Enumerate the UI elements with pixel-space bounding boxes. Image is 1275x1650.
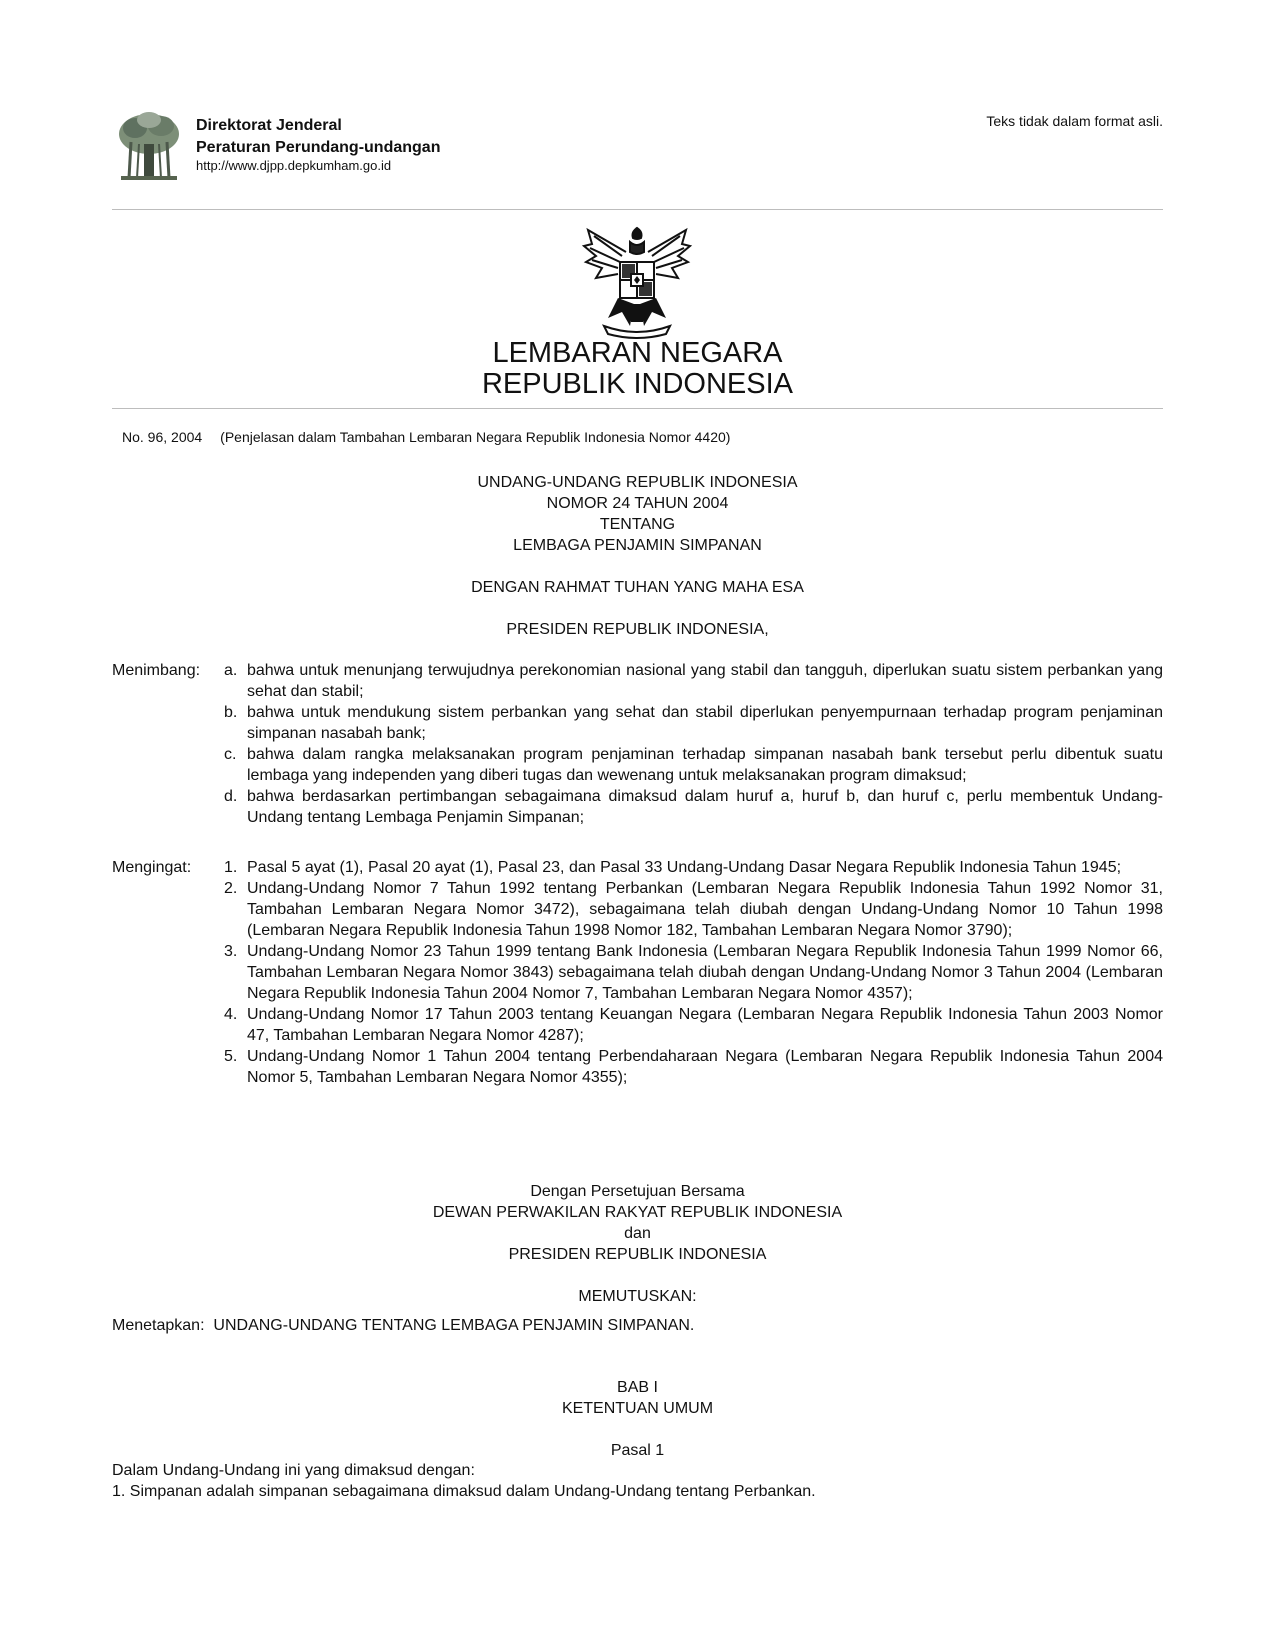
article-number: Pasal 1 (610, 1442, 665, 1459)
mengingat-item-text: Pasal 5 ayat (1), Pasal 20 ayat (1), Pasal 23, dan Pasal 33 Undang-Undang Dasar Negara Republik Indonesia Tahun 1945; (247, 859, 1122, 876)
mengingat-label: Mengingat: (112, 859, 192, 876)
mengingat-item-text: Undang-Undang Nomor 17 Tahun 2003 tentang Keuangan Negara (Lembaran Negara Republik Indonesia Tahun 2003 Nomor 47, Tambahan Lembaran Negara Nomor 4287); (247, 1006, 1163, 1044)
menimbang-item-text: bahwa untuk menunjang terwujudnya perekonomian nasional yang stabil dan tangguh, diperlukan suatu sistem perbankan yang sehat dan stabil; (247, 662, 1163, 700)
gazette-title-line-2: REPUBLIK INDONESIA (481, 368, 794, 400)
header-organization (196, 115, 440, 159)
menimbang-item-text: bahwa untuk mendukung sistem perbankan yang sehat dan stabil diperlukan penyempurnaan terhadap program penjaminan simpanan nasabah bank; (247, 704, 1163, 742)
mengingat-item (112, 857, 1163, 878)
mengingat-item-text: Undang-Undang Nomor 7 Tahun 1992 tentang Perbankan (Lembaran Negara Republik Indonesia Tahun 1992 Nomor 31, Tambahan Lembaran Negara Nomor 3472), sebagaimana telah diubah dengan Undang-Undang Nomor 10 Tahun 1998 (Lembaran Negara Republik Indonesia Tahun 1998 Nomor 182, Tambahan Lembaran Negara Nomor 3790); (247, 880, 1163, 939)
chapter-number: BAB I (617, 1379, 658, 1396)
chapter-title: KETENTUAN UMUM (561, 1400, 714, 1417)
gazette-title (0, 338, 1275, 400)
mengingat-item-text: Undang-Undang Nomor 23 Tahun 1999 tentang Bank Indonesia (Lembaran Negara Republik Indonesia Tahun 1999 Nomor 66, Tambahan Lembaran Negara Nomor 3843) sebagaimana telah diubah dengan Undang-Undang Nomor 3 Tahun 2004 (Lembaran Negara Republik Indonesia Tahun 2004 Nomor 7, Tambahan Lembaran Negara Nomor 4357); (247, 943, 1163, 1002)
gazette-number: No. 96, 2004 (122, 429, 203, 445)
gazette-number-line (122, 429, 730, 445)
menimbang-item (112, 744, 1163, 786)
org-line-1: Direktorat Jenderal (196, 117, 342, 134)
menimbang-item-text: bahwa dalam rangka melaksanakan program penjaminan terhadap simpanan nasabah bank tersebut perlu dibentuk suatu lembaga yang independen yang diberi tugas dan wewenang untuk melaksanakan program dimaksud; (247, 746, 1163, 784)
menetapkan-text: UNDANG-UNDANG TENTANG LEMBAGA PENJAMIN SIMPANAN. (213, 1317, 695, 1334)
menimbang-section (112, 660, 1163, 840)
format-note: Teks tidak dalam format asli. (986, 113, 1163, 129)
header-divider (112, 209, 1163, 210)
mengingat-item-marker: 5. (224, 1048, 238, 1065)
gazette-title-line-1: LEMBARAN NEGARA (492, 337, 783, 369)
grace-line: DENGAN RAHMAT TUHAN YANG MAHA ESA (471, 579, 804, 596)
menetapkan-line (112, 1315, 694, 1336)
law-title (112, 472, 1163, 640)
law-title-line-1: UNDANG-UNDANG REPUBLIK INDONESIA (477, 474, 798, 491)
chapter-heading (112, 1377, 1163, 1461)
title-divider (112, 408, 1163, 409)
org-line-2: Peraturan Perundang-undangan (196, 139, 441, 156)
law-title-line-2: NOMOR 24 TAHUN 2004 (546, 495, 729, 512)
mengingat-item-marker: 3. (224, 943, 238, 960)
garuda-pancasila-emblem-icon (578, 222, 696, 340)
menimbang-item (112, 660, 1163, 702)
mengingat-item (112, 1004, 1163, 1046)
menimbang-item-marker: c. (224, 746, 237, 763)
approval-line-3: dan (624, 1225, 651, 1242)
menimbang-item-marker: a. (224, 662, 238, 679)
law-title-line-3: TENTANG (599, 516, 676, 533)
mengingat-section (112, 857, 1163, 1137)
menimbang-item (112, 786, 1163, 828)
menimbang-item (112, 702, 1163, 744)
mengingat-item (112, 941, 1163, 1004)
menimbang-item-marker: d. (224, 788, 238, 805)
mengingat-item (112, 878, 1163, 941)
approval-line-1: Dengan Persetujuan Bersama (530, 1183, 745, 1200)
mengingat-item-marker: 1. (224, 859, 238, 876)
article-item: 1. Simpanan adalah simpanan sebagaimana dimaksud dalam Undang-Undang tentang Perbankan. (112, 1483, 816, 1500)
header-url-link[interactable]: http://www.djpp.depkumham.go.id (196, 158, 392, 173)
law-title-line-4: LEMBAGA PENJAMIN SIMPANAN (513, 537, 762, 554)
mengingat-item-marker: 2. (224, 880, 238, 897)
decide-line: MEMUTUSKAN: (578, 1288, 697, 1305)
mengingat-item (112, 1046, 1163, 1088)
menetapkan-label: Menetapkan: (112, 1317, 205, 1334)
menimbang-item-marker: b. (224, 704, 238, 721)
approval-line-2: DEWAN PERWAKILAN RAKYAT REPUBLIK INDONESIA (432, 1204, 843, 1221)
banyan-tree-logo-icon (117, 110, 181, 182)
menimbang-item-text: bahwa berdasarkan pertimbangan sebagaimana dimaksud dalam huruf a, huruf b, dan huruf c, perlu membentuk Undang-Undang tentang Lembaga Penjamin Simpanan; (247, 788, 1163, 826)
mengingat-item-text: Undang-Undang Nomor 1 Tahun 2004 tentang Perbendaharaan Negara (Lembaran Negara Republik Indonesia Tahun 2004 Nomor 5, Tambahan Lembaran Negara Nomor 4355); (247, 1048, 1163, 1086)
gazette-explanation: (Penjelasan dalam Tambahan Lembaran Negara Republik Indonesia Nomor 4420) (220, 429, 731, 445)
approval-block (112, 1181, 1163, 1307)
mengingat-item-marker: 4. (224, 1006, 238, 1023)
approval-line-4: PRESIDEN REPUBLIK INDONESIA (508, 1246, 767, 1263)
menimbang-label: Menimbang: (112, 662, 201, 679)
president-line: PRESIDEN REPUBLIK INDONESIA, (506, 621, 769, 638)
article-intro: Dalam Undang-Undang ini yang dimaksud dengan: (112, 1462, 475, 1479)
